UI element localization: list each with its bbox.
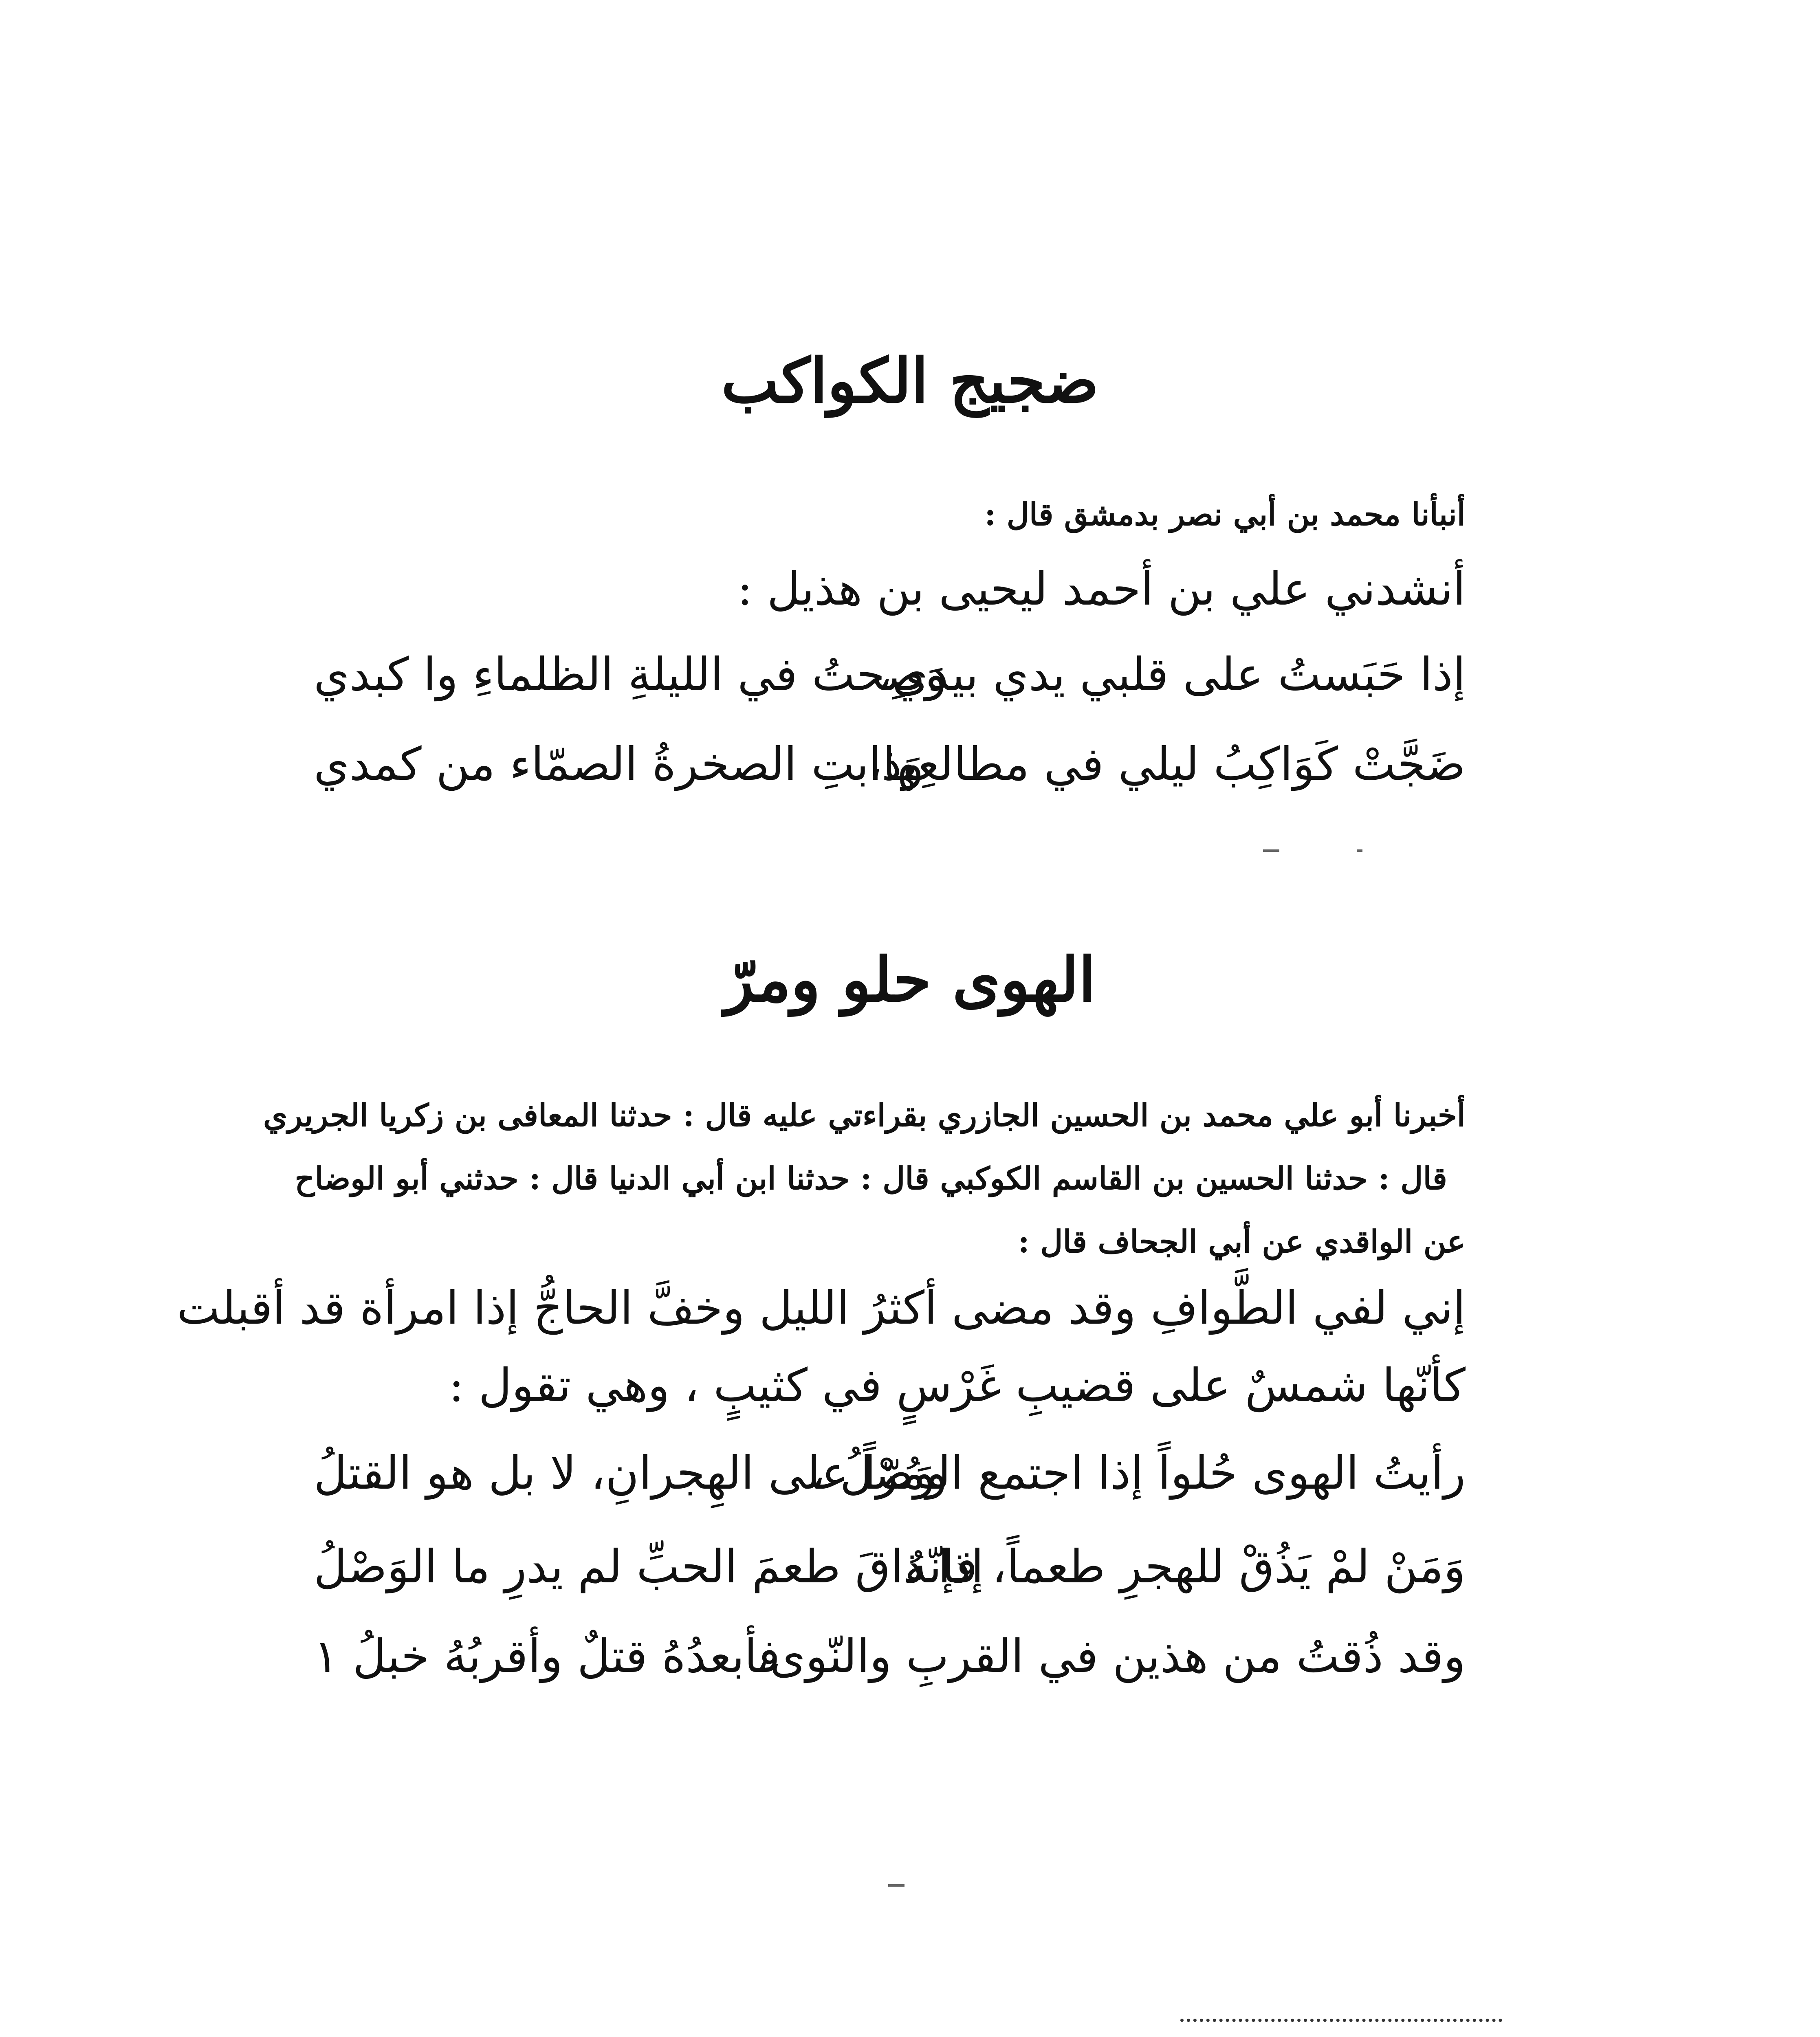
prose-line: إني لفي الطَّوافِ وقد مضى أكثرُ الليل وخفَّ الحاجُّ إذا امرأة قد أقبلت: [177, 1282, 1466, 1335]
isnad-line: عن الواقدي عن أبي الجحاف قال :: [1018, 1223, 1466, 1260]
verse-second-hemistich: وَصِحتُ في الليلةِ الظلماءِ وا كبدي: [314, 648, 947, 701]
verse-second-hemistich: فأبعدُهُ قتلٌ وأقربُهُ خبلُ ١: [314, 1630, 780, 1683]
isnad-line: قال : حدثنا الحسين بن القاسم الكوكبي قال : حدثنا ابن أبي الدنيا قال : حدثني أبو الوضاح: [295, 1160, 1447, 1197]
verse-line: [314, 738, 1466, 803]
verse-first-hemistich: وَمَنْ لمْ يَذُقْ للهجرِ طعماً، فإنّهُ: [904, 1540, 1466, 1593]
verse-first-hemistich: رأيتُ الهوى حُلواً إذا اجتمع الوَصْلُ ،: [810, 1447, 1466, 1500]
prose-line: كأنّها شمسٌ على قضيبِ غَرْسٍ في كثيبٍ ، وهي تقول :: [449, 1359, 1466, 1412]
verse-second-hemistich: ومُرّاً على الهِجرانِ، لا بل هو القتلُ: [314, 1447, 948, 1500]
isnad-line: أخبرنا أبو علي محمد بن الحسين الجازري بقراءتي عليه قال : حدثنا المعافى بن زكريا الجريري: [263, 1097, 1466, 1133]
verse-second-hemistich: وَذابتِ الصخرةُ الصمّاء من كمدي: [314, 738, 924, 791]
intro-line: أنشدني علي بن أحمد ليحيى بن هذيل :: [737, 563, 1466, 616]
verse-line: [314, 1540, 1466, 1605]
footnote-separator: [1180, 2019, 1502, 2022]
section-title-2: الهوى حلو ومرّ: [724, 944, 1096, 1016]
verse-second-hemistich: إذا ذاقَ طعمَ الحبِّ لم يدرِ ما الوَصْلُ: [314, 1540, 984, 1593]
verse-line: [314, 648, 1466, 713]
verse-line: [314, 1630, 1466, 1695]
verse-line: [314, 1447, 1466, 1511]
verse-first-hemistich: ضَجَّتْ كَوَاكِبُ ليلي في مطالعِها،: [868, 738, 1466, 791]
section-title-1: ضجيج الكواكب: [721, 345, 1099, 417]
scan-speck: [1357, 849, 1362, 852]
scan-speck: [1263, 849, 1279, 852]
verse-first-hemistich: إذا حَبَستُ على قلبي يدي بيدي،: [877, 648, 1466, 701]
verse-first-hemistich: وقد ذُقتُ من هذين في القربِ والنّوى،: [755, 1630, 1466, 1683]
isnad-line: أنبأنا محمد بن أبي نصر بدمشق قال :: [984, 496, 1466, 532]
scan-speck: [888, 1884, 904, 1887]
